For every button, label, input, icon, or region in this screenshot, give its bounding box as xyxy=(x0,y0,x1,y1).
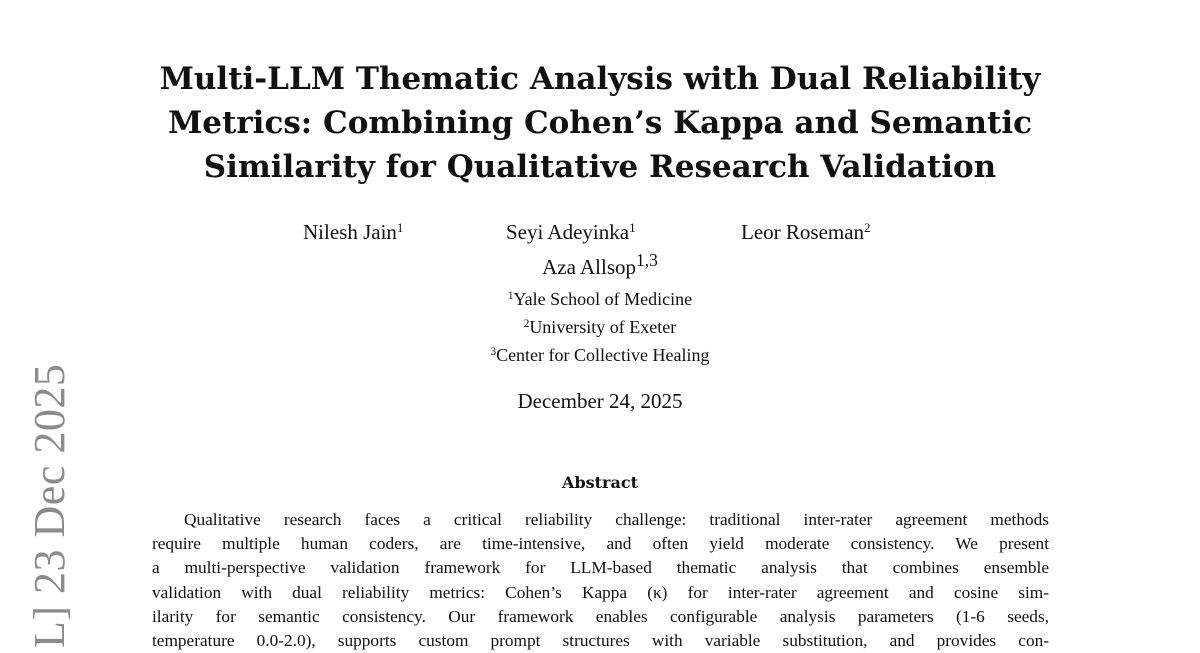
affiliation-item xyxy=(0,341,1200,369)
title-line: Multi-LLM Thematic Analysis with Dual Reliability xyxy=(159,61,1041,97)
arxiv-side-stamp: L] 23 Dec 2025 xyxy=(25,363,74,648)
abstract-line: a multi-perspective validation framework for LLM-based thematic analysis that combines ensemble xyxy=(152,558,1049,578)
abstract-line: require multiple human coders, are time-intensive, and often yield moderate consistency. We present xyxy=(152,534,1049,554)
author-list xyxy=(0,218,1200,248)
title-line: Metrics: Combining Cohen’s Kappa and Semantic xyxy=(167,105,1032,141)
author-affiliation-mark: 1 xyxy=(396,219,404,235)
author-name: Nilesh Jain xyxy=(303,220,397,244)
abstract-line: ilarity for semantic consistency. Our framework enables configurable analysis parameters (1-6 seeds, xyxy=(152,606,1049,626)
abstract-line: validation with dual reliability metrics: Cohen’s Kappa (κ) for inter-rater agreement and cosine sim- xyxy=(152,582,1049,602)
abstract-line: temperature 0.0-2.0), supports custom prompt structures with variable substitution, and provides con- xyxy=(152,631,1049,651)
affiliation-mark: 1 xyxy=(507,289,514,302)
affiliation-mark: 2 xyxy=(523,317,530,330)
affiliation-name: Center for Collective Healing xyxy=(496,345,710,365)
affiliation-mark: 3 xyxy=(490,345,497,358)
author-affiliation-mark: 2 xyxy=(864,219,871,235)
affiliation-name: University of Exeter xyxy=(529,317,677,337)
paper-title xyxy=(150,57,1050,189)
abstract-line: Qualitative research faces a critical reliability challenge: traditional inter-rater agreement methods xyxy=(184,510,1049,529)
author-affiliation-mark: 1 xyxy=(629,219,636,235)
author-name: Leor Roseman xyxy=(741,220,865,244)
author-leor-roseman xyxy=(741,218,871,246)
abstract-heading: Abstract xyxy=(562,473,638,492)
publication-date: December 24, 2025 xyxy=(517,389,683,413)
affiliation-item xyxy=(0,285,1200,313)
author-name: Aza Allsop xyxy=(542,255,637,279)
author-nilesh-jain xyxy=(303,218,403,246)
title-line: Similarity for Qualitative Research Validation xyxy=(203,149,997,185)
author-name: Seyi Adeyinka xyxy=(506,220,630,244)
author-aza-allsop xyxy=(0,246,1200,281)
abstract-text xyxy=(152,508,1049,653)
author-affiliation-mark: 1,3 xyxy=(636,250,658,270)
affiliation-item xyxy=(0,313,1200,341)
affiliation-name: Yale School of Medicine xyxy=(513,289,693,309)
affiliation-list xyxy=(0,285,1200,369)
author-seyi-adeyinka xyxy=(506,218,636,246)
